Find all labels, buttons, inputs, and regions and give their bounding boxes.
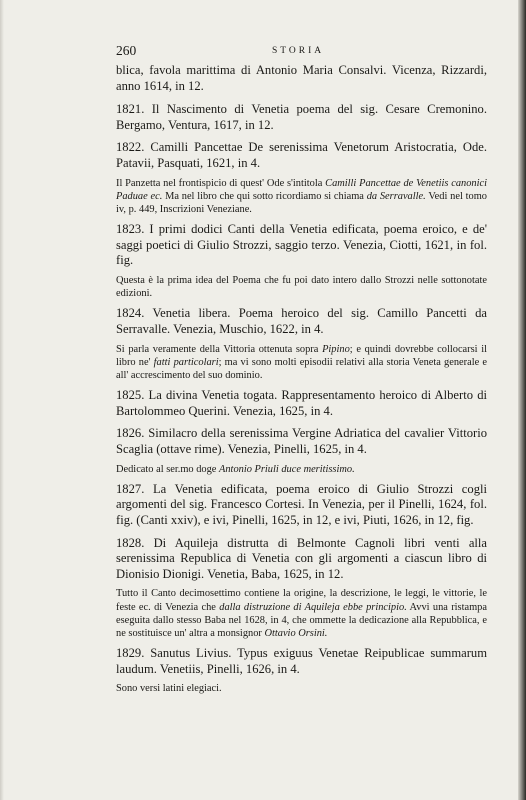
entry-1822: 1822. Camilli Pancettae De serenissima Venetorum Aristocratia, Ode. Patavii, Pasquati, 1621, in 4. — [116, 140, 487, 170]
entry-1821: 1821. Il Nascimento di Venetia poema del sig. Cesare Cremonino. Bergamo, Ventura, 1617, in 12. — [116, 102, 487, 132]
note-1826: Dedicato al ser.mo doge Antonio Priuli duce meritissimo. — [116, 463, 355, 475]
note-1823: Questa è la prima idea del Poema che fu poi dato intero dallo Strozzi nelle sottonotate edizioni. — [116, 274, 487, 300]
entry-1825: 1825. La divina Venetia togata. Rappresentamento heroico di Alberto di Bartolommeo Querini. Venezia, 1625, in 4. — [116, 388, 487, 418]
page-number: 260 — [116, 43, 137, 58]
entry-1827: 1827. La Venetia edificata, poema eroico di Giulio Strozzi cogli argomenti del sig. Francesco Cortesi. In Venezia, per il Pinelli, 1624, fol. fig. (Canti xxiv), e ivi, Pinelli, 1625, in 12, e ivi, Piuti, 1626, in 12, fig. — [116, 481, 487, 527]
page-left-shadow — [0, 0, 4, 800]
page-header — [116, 43, 486, 61]
running-head: STORIA — [272, 46, 325, 56]
text-body — [116, 63, 487, 702]
note-1829: Sono versi latini elegiaci. — [116, 683, 222, 695]
note-1822: Il Panzetta nel frontispicio di quest' Ode s'intitola Camilli Pancettae de Venetiis canonici Paduae ec. Ma nel libro che qui sotto ricordiamo si chiama da Serravalle. Vedi nel tomo iv, p. 449, Inscrizioni Veneziane. — [116, 177, 487, 215]
entry-1828: 1828. Di Aquileja distrutta di Belmonte Cagnoli libri venti alla serenissima Republica di Venetia con gli argomenti a ciascun libro di Dionisio Dionigi. Venetia, Baba, 1625, in 12. — [116, 535, 487, 581]
entry-1826: 1826. Similacro della serenissima Vergine Adriatica del cavalier Vittorio Scaglia (ottave rime). Venezia, Pinelli, 1625, in 4. — [116, 426, 487, 456]
entry-1823: 1823. I primi dodici Canti della Venetia edificata, poema eroico, e de' saggi poetici di Giulio Strozzi, saggio terzo. Venezia, Ciotti, 1621, in fol. fig. — [116, 222, 487, 268]
page-binding-edge — [518, 0, 526, 800]
note-1828: Tutto il Canto decimosettimo contiene la origine, la descrizione, le leggi, le vittorie, le feste ec. di Venezia che dalla distruzione di Aquileja ebbe principio. Avvi una ristampa eseguita dallo stesso Baba nel 1628, in 4, che ommette la dedicazione alla Repubblica, e ne sostituisce un' altra a monsignor Ottavio Orsini. — [116, 588, 487, 639]
entry-1824: 1824. Venetia libera. Poema heroico del sig. Camillo Pancetti da Serravalle. Venezia, Muschio, 1622, in 4. — [116, 306, 487, 336]
entry-1829: 1829. Sanutus Livius. Typus exiguus Venetae Reipublicae summarum laudum. Venetiis, Pinelli, 1626, in 4. — [116, 646, 487, 676]
note-1824: Si parla veramente della Vittoria ottenuta sopra Pipino; e quindi dovrebbe collocarsi il libro ne' fatti particolari; ma vi sono molti episodii relativi alla storia Veneta generale e all' accrescimento del suo dominio. — [116, 343, 488, 381]
entry-continuation: blica, favola marittima di Antonio Maria Consalvi. Vicenza, Rizzardi, anno 1614, in 12. — [116, 63, 487, 93]
